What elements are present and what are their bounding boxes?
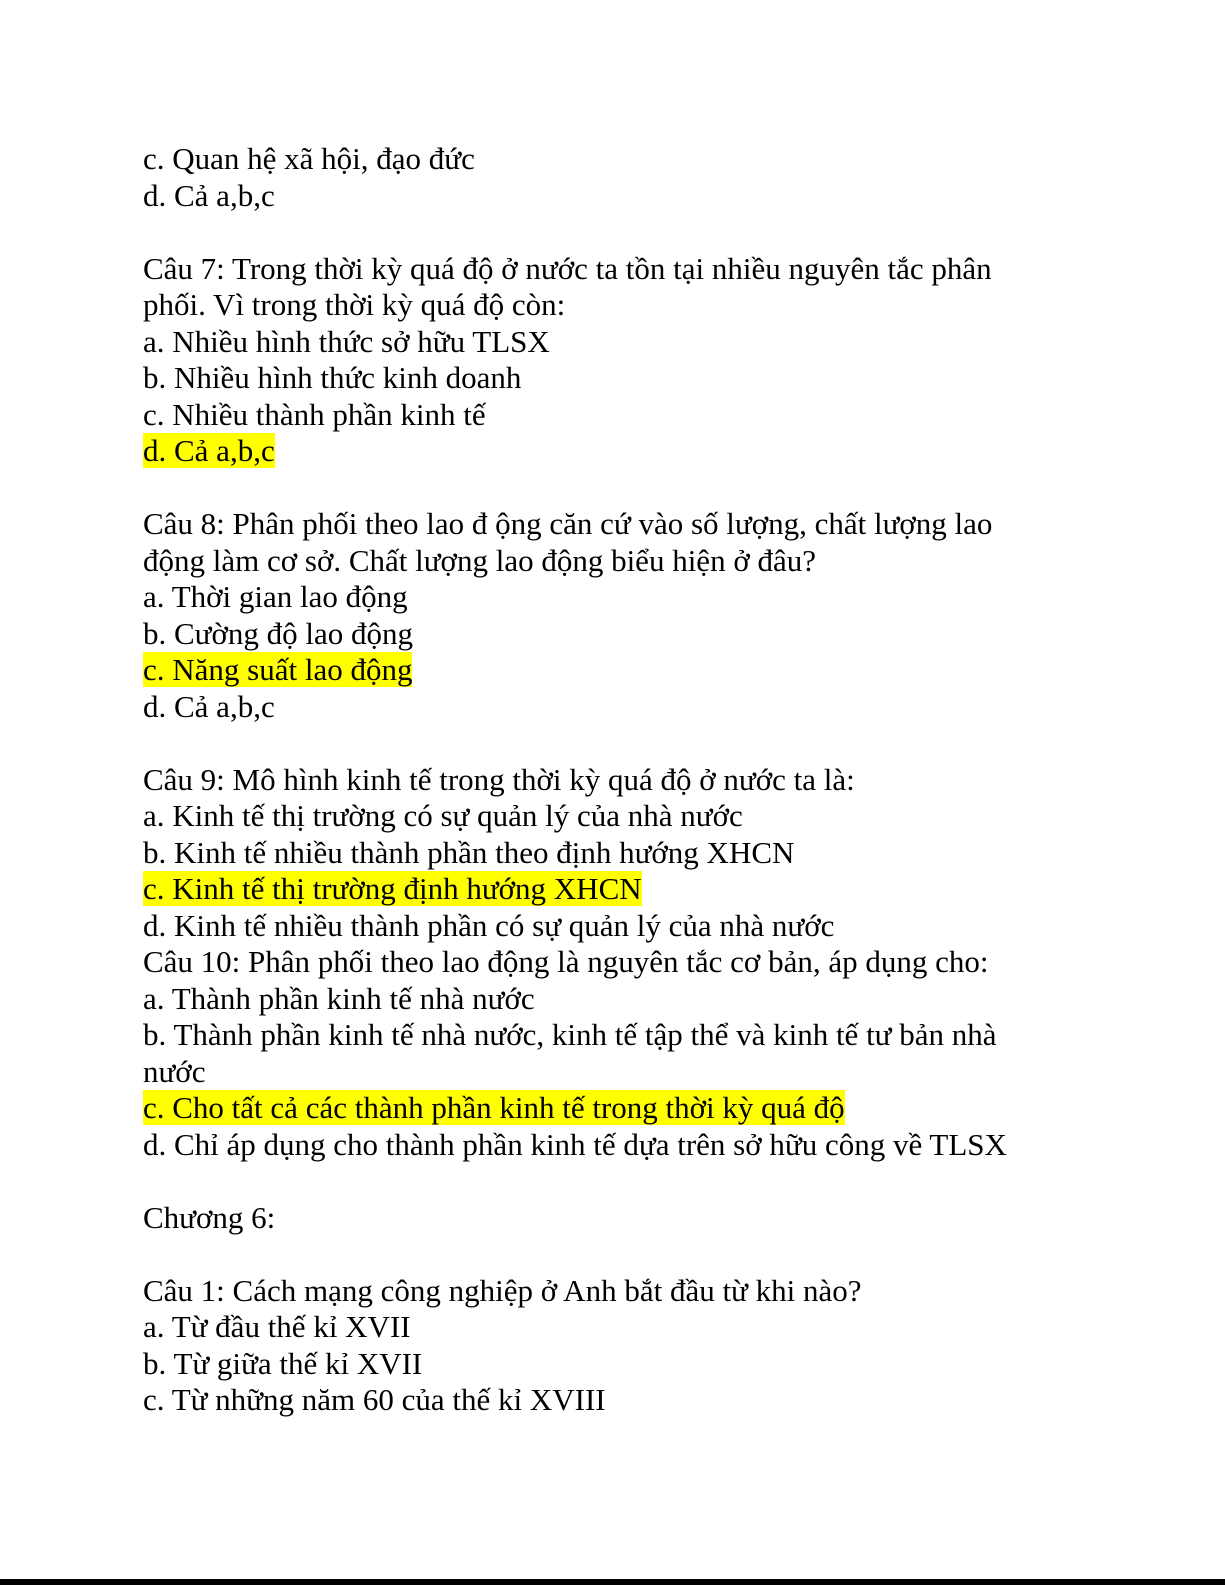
blank-line [143,214,1043,251]
text-line: d. Cả a,b,c [143,177,275,213]
answer-option: b. Nhiều hình thức kinh doanh [143,360,522,395]
answer-option: b. Kinh tế nhiều thành phần theo định hướng XHCN [143,834,795,870]
blank-line [143,1163,1043,1200]
answer-option: c. Nhiều thành phần kinh tế [143,396,486,432]
question-8-line: Câu 8: Phân phối theo lao đ ộng căn cứ vào số lượng, chất lượng lao [143,506,993,541]
highlighted-answer: c. Năng suất lao động [143,652,413,687]
answer-option: b. Cường độ lao động [143,615,413,651]
highlighted-answer: c. Kinh tế thị trường định hướng XHCN [143,871,642,906]
text-line: nước [143,1053,206,1089]
blank-line [143,470,1043,507]
text-line: c. Quan hệ xã hội, đạo đức [143,141,475,176]
blank-line [143,1236,1043,1273]
highlighted-answer: c. Cho tất cả các thành phần kinh tế trong thời kỳ quá độ [143,1090,845,1125]
answer-option: a. Thời gian lao động [143,579,408,614]
answer-option: a. Thành phần kinh tế nhà nước [143,980,535,1016]
answer-option: d. Chỉ áp dụng cho thành phần kinh tế dựa trên sở hữu công về TLSX [143,1126,1007,1162]
question-9-line: Câu 9: Mô hình kinh tế trong thời kỳ quá độ ở nước ta là: [143,761,855,797]
question-10-line: Câu 10: Phân phối theo lao động là nguyên tắc cơ bản, áp dụng cho: [143,944,989,979]
answer-option: c. Từ những năm 60 của thế kỉ XVIII [143,1382,606,1417]
answer-option: a. Kinh tế thị trường có sự quản lý của nhà nước [143,798,743,833]
highlighted-answer: d. Cả a,b,c [143,433,275,468]
text-line: động làm cơ sở. Chất lượng lao động biểu hiện ở đâu? [143,542,816,578]
question-1-line: Câu 1: Cách mạng công nghiệp ở Anh bắt đầu từ khi nào? [143,1272,862,1308]
answer-option: d. Cả a,b,c [143,688,275,724]
document-body [143,141,1043,1419]
page-bottom-border [0,1579,1225,1585]
chapter-heading: Chương 6: [143,1199,276,1235]
answer-option: b. Từ giữa thế kỉ XVII [143,1345,423,1381]
answer-option: a. Từ đầu thế kỉ XVII [143,1309,411,1344]
question-7-line: Câu 7: Trong thời kỳ quá độ ở nước ta tồn tại nhiều nguyên tắc phân [143,250,992,286]
answer-option: d. Kinh tế nhiều thành phần có sự quản lý của nhà nước [143,907,835,943]
answer-option: a. Nhiều hình thức sở hữu TLSX [143,323,550,359]
blank-line [143,725,1043,762]
text-line: phối. Vì trong thời kỳ quá độ còn: [143,287,566,322]
answer-option: b. Thành phần kinh tế nhà nước, kinh tế tập thể và kinh tế tư bản nhà [143,1017,997,1052]
